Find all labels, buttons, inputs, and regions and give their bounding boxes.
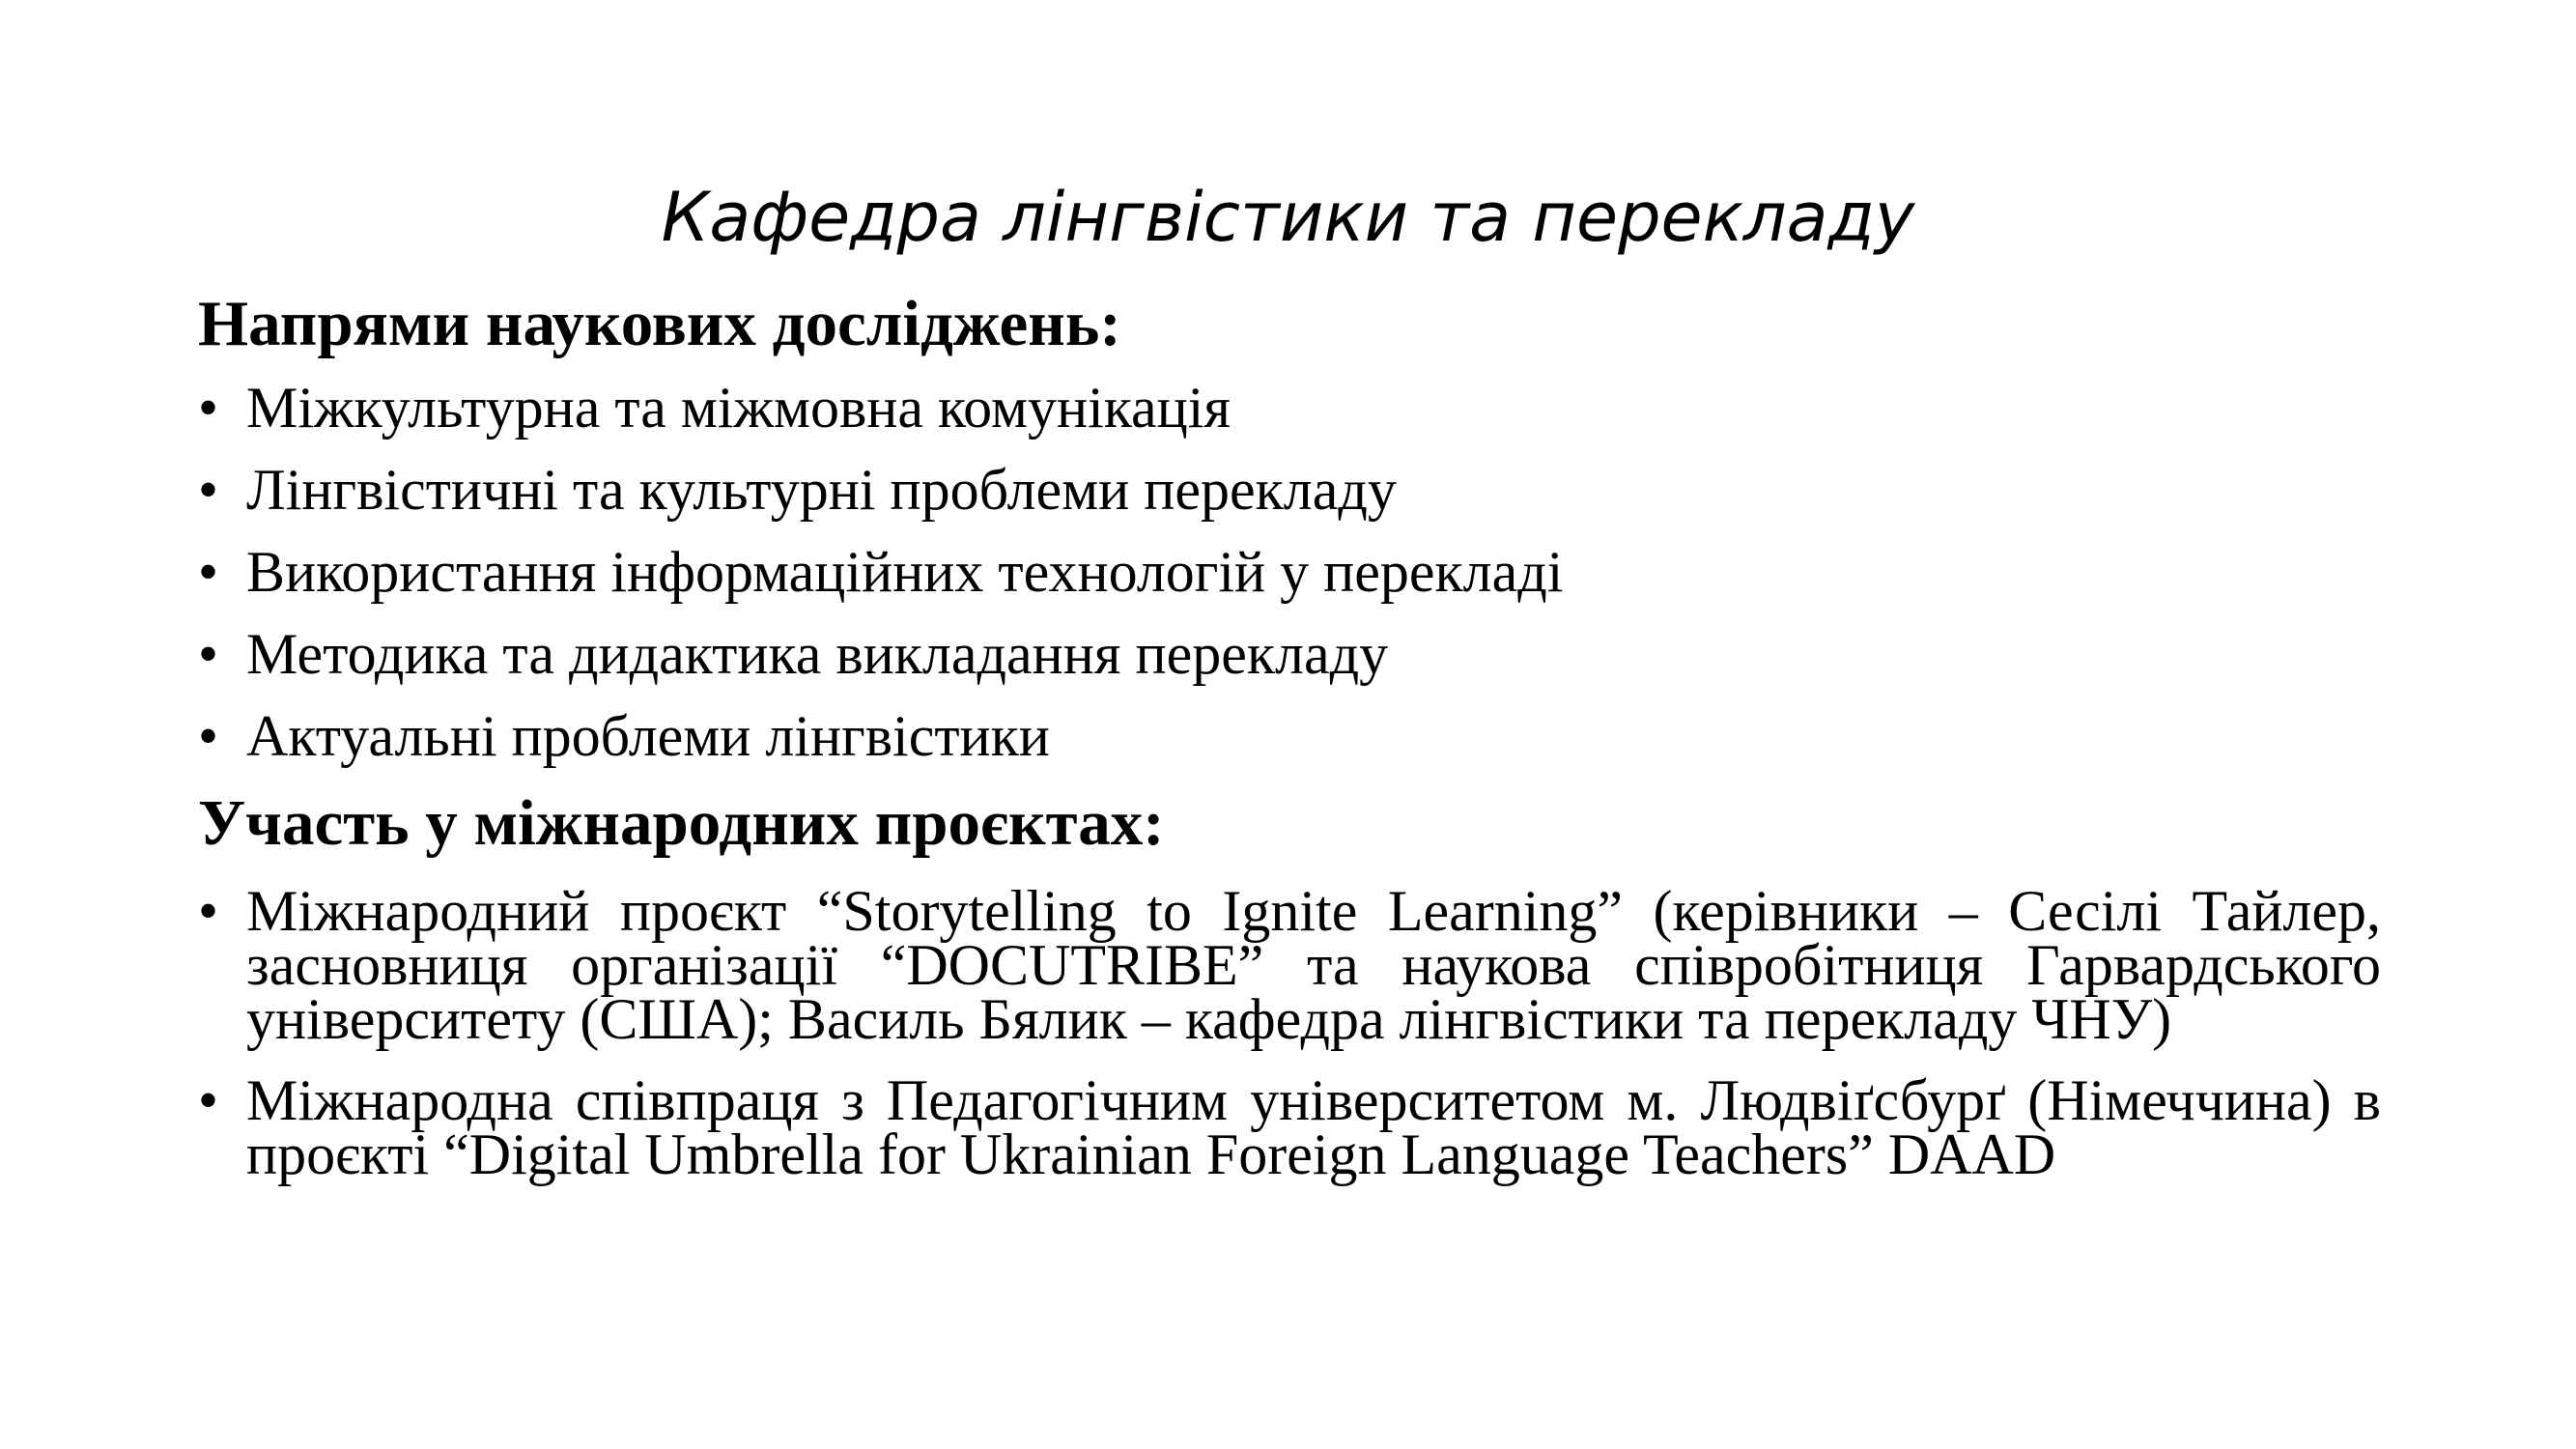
list-item [198, 613, 2381, 696]
slide-title: Кафедра лінгвістики та перекладу [661, 178, 1915, 257]
list-item-text: Актуальні проблеми лінгвістики [246, 704, 1050, 768]
list-item [198, 367, 2381, 449]
projects-list [198, 879, 2381, 1186]
list-item-text: Використання інформаційних технологій у перекладі [246, 540, 1564, 604]
list-item-text: Міжнародний проєкт “Storytelling to Ignite Learning” (керівники – Сесілі Тайлер, засновниця організації “DOCUTRIBE” та наукова співробітниця Гарвардського університету (США); Василь Бялик – кафедра лінгвістики та перекладу ЧНУ) [246, 879, 2381, 1051]
list-item [198, 449, 2381, 531]
bullet-icon: • [198, 540, 219, 604]
list-item-text: Міжкультурна та міжмовна комунікація [246, 376, 1231, 440]
bullet-icon: • [198, 622, 219, 686]
list-item-text: Міжнародна співпраця з Педагогічним університетом м. Людвіґсбурґ (Німеччина) в проєкті “Digital Umbrella for Ukrainian Foreign Language Teachers” DAAD [246, 1068, 2381, 1186]
list-item [198, 696, 2381, 778]
bullet-icon: • [198, 458, 219, 522]
list-item [198, 1068, 2381, 1186]
list-item-text: Методика та дидактика викладання перекладу [246, 622, 1389, 686]
bullet-icon: • [198, 376, 219, 440]
bullet-icon: • [198, 879, 219, 943]
slide-body [198, 280, 2381, 1208]
list-item [198, 879, 2381, 1051]
research-list [198, 367, 2381, 778]
bullet-icon: • [198, 704, 219, 768]
list-item [198, 531, 2381, 613]
bullet-icon: • [198, 1068, 219, 1132]
projects-heading: Участь у міжнародних проєктах: [198, 787, 1165, 859]
research-heading: Напрями наукових досліджень: [198, 288, 1121, 359]
list-item-text: Лінгвістичні та культурні проблеми перекладу [246, 458, 1397, 522]
